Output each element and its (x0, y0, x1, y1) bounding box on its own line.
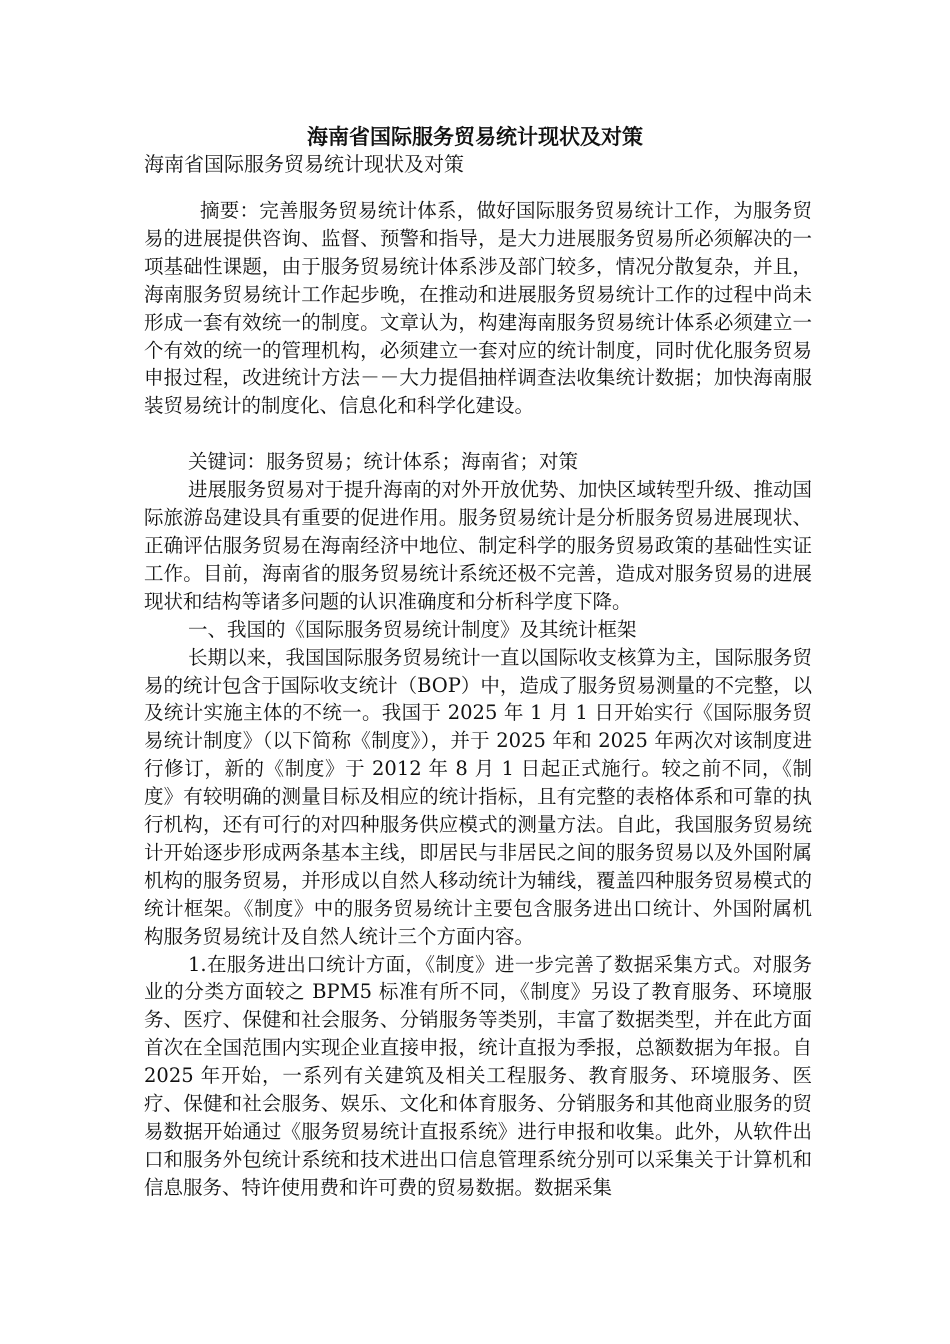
intro-paragraph: 进展服务贸易对于提升海南的对外开放优势、加快区域转型升级、推动国际旅游岛建设具有重要的促进作用。服务贸易统计是分析服务贸易进展现状、正确评估服务贸易在海南经济中地位、制定科学的服务贸易政策的基础性实证工作。目前，海南省的服务贸易统计系统还极不完善，造成对服务贸易的进展现状和结构等诸多问题的认识准确度和分析科学度下降。 (144, 478, 813, 613)
paragraph-spacer (144, 420, 812, 448)
point-paragraph: 1.在服务进出口统计方面，《制度》进一步完善了数据采集方式。对服务业的分类方面较之 BPM5 标准有所不同，《制度》另设了教育服务、环境服务、医疗、保健和社会服务、分销服务等类别，丰富了数据类型，并在此方面首次在全国范围内实现企业直接申报，统计直报为季报，总额数据为年报。自 2025 年开始，一系列有关建筑及相关工程服务、教育服务、环境服务、医疗、保健和社会服务、娱乐、文化和体育服务、分销服务和其他商业服务的贸易数据开始通过《服务贸易统计直报系统》进行申报和收集。此外，从软件出口和服务外包统计系统和技术进出口信息管理系统分别可以采集关于计算机和信息服务、特许使用费和许可费的贸易数据。数据采集 (144, 952, 812, 1199)
document-subtitle: 海南省国际服务贸易统计现状及对策 (144, 152, 464, 176)
document-title: 海南省国际服务贸易统计现状及对策 (307, 124, 643, 149)
section-paragraph: 长期以来，我国国际服务贸易统计一直以国际收支核算为主，国际服务贸易的统计包含于国际收支统计（BOP）中，造成了服务贸易测量的不完整，以及统计实施主体的不统一。我国于 2025 年 1 月 1 日开始实行《国际服务贸易统计制度》（以下简称《制度》），并于 2025 年和 2025 年两次对该制度进行修订，新的《制度》于 2012 年 8 月 1 日起正式施行。较之前不同，《制度》有较明确的测量目标及相应的统计指标，且有完整的表格体系和可靠的执行机构，还有可行的对四种服务供应模式的测量方法。自此，我国服务贸易统计开始逐步形成两条基本主线，即居民与非居民之间的服务贸易以及外国附属机构的服务贸易，并形成以自然人移动统计为辅线，覆盖四种服务贸易模式的统计框架。《制度》中的服务贸易统计主要包含服务进出口统计、外国附属机构服务贸易统计及自然人统计三个方面内容。 (144, 645, 813, 948)
keywords-line: 关键词：服务贸易；统计体系；海南省；对策 (188, 450, 579, 474)
document-body (144, 197, 812, 1202)
abstract-paragraph: 摘要：完善服务贸易统计体系，做好国际服务贸易统计工作，为服务贸易的进展提供咨询、监督、预警和指导，是大力进展服务贸易所必须解决的一项基础性课题，由于服务贸易统计体系涉及部门较多，情况分散复杂，并且，海南服务贸易统计工作起步晚，在推动和进展服务贸易统计工作的过程中尚未形成一套有效统一的制度。文章认为，构建海南服务贸易统计体系必须建立一个有效的统一的管理机构，必须建立一套对应的统计制度，同时优化服务贸易申报过程，改进统计方法－－大力提倡抽样调查法收集统计数据；加快海南服装贸易统计的制度化、信息化和科学化建设。 (144, 199, 812, 418)
section-heading: 一、我国的《国际服务贸易统计制度》及其统计框架 (188, 617, 637, 641)
